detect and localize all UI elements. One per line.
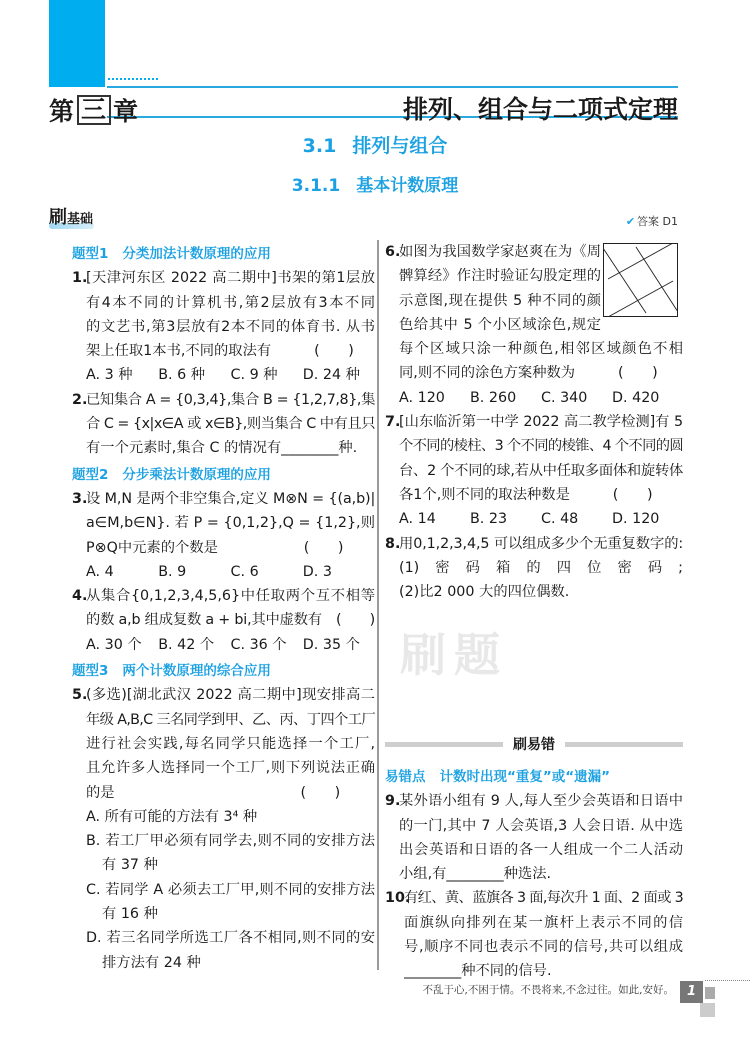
question-line: 示意图,现在提供 5 种不同的颜 [399,292,601,309]
question-number: 3. [72,490,88,507]
option-b: B. 42 个 [158,636,215,653]
question-line: 且允许多人选择同一个工厂,则下列说法正确 [86,760,375,777]
question-line: 的数 a,b 组成复数 a + bi,其中虚数有 ( ) [86,612,375,629]
question-line: [山东临沂第一中学 2022 高二教学检测]有 5 [399,414,683,431]
option-line: 有 16 种 [102,906,158,923]
question-line: 出会英语和日语的各一人组成一个二人活动 [399,841,683,858]
heading-label: 题型2 [72,466,109,483]
option-d [86,926,375,975]
option-d: D. 3 [302,563,332,580]
chapter-suffix: 章 [113,97,140,126]
question-number: 1. [72,270,88,287]
error-prone-divider [385,732,683,756]
chapter-number: 三 [77,95,111,125]
question-line: [天津河东区 2022 高二期中]书架的第1层放 [86,270,375,287]
question-line: 面旗纵向排列在某一旗杆上表示不同的信 [404,914,683,931]
option-c [86,878,375,927]
option-d: D. 24 种 [302,367,360,384]
practice-a: 刷 [49,207,67,228]
heading-label: 题型3 [72,663,109,680]
option-b: B. 260 [470,389,517,406]
question-line: 各1个,则不同的取法种数是 ( ) [399,486,653,503]
option-a [86,805,375,829]
subsection-name: 基本计数原理 [356,176,459,196]
question-line: 有4本不同的计算机书,第2层放有3本不同 [86,294,375,311]
option-line: C. 若同学 A 必须去工厂甲,则不同的安排方法 [86,881,375,898]
question-line: 台、2 个不同的球,若从中任取多面体和旋转体 [399,462,683,479]
section-number: 3.1 [302,135,337,157]
header-rule-top [107,86,678,88]
question-line: 小组,有________种选法. [399,866,552,883]
question-line: ________种不同的信号. [404,963,552,980]
question-line: 髀算经》作注时验证勾股定理的 [399,268,601,285]
option-b: B. 9 [158,563,187,580]
question-line: (多选)[湖北武汉 2022 高二期中]现安排高二 [86,687,375,704]
question-line: 如图为我国数学家赵爽在为《周 [399,244,601,260]
error-prone-title: 刷易错 [513,737,555,753]
question-number: 9. [385,793,401,810]
practice-basic-label [49,203,93,229]
section-name: 排列与组合 [352,135,448,157]
question [385,410,683,531]
question-line: 某外语小组有 9 人,每人至少会英语和日语中 [399,793,683,810]
answer-options [86,633,375,657]
option-c: C. 48 [541,511,579,528]
option-line: 有 37 种 [102,857,158,874]
heading-label: 题型1 [72,246,109,262]
question-line: 进行社会实践,每名同学只能选择一个工厂, [86,735,375,752]
chapter-title: 排列、组合与二项式定理 [402,95,678,124]
zhao-shuang-diagram [603,243,678,317]
section-title [0,131,750,158]
watermark: 刷题 [400,628,508,682]
question [72,584,375,657]
answer-reference [626,213,678,229]
question-line: P⊗Q中元素的个数是 ( ) [86,539,344,556]
question-line: 已知集合 A = {0,3,4},集合 B = {1,2,7,8},集 [86,391,375,408]
option-c: C. 9 种 [230,367,278,384]
option-d: D. 35 个 [302,636,360,653]
question-line: 合 C = {x|x∈A 或 x∈B},则当集合 C 中有且只 [86,416,375,433]
heading-text: 两个计数原理的综合应用 [122,663,271,680]
page-number: 1 [680,981,703,1003]
option-a: A. 120 [399,389,445,406]
question-line: 架上任取1本书,不同的取法有 ( ) [86,343,354,360]
heading-text: 分类加法计数原理的应用 [122,246,271,262]
question [385,789,683,886]
heading-text: 计数时出现“重复”或“遗漏” [439,769,610,785]
option-line: A. 所有可能的方法有 3⁴ 种 [86,808,258,825]
question [72,487,375,584]
question-type-heading [72,463,375,487]
question [72,388,375,461]
option-b: B. 23 [470,511,508,528]
column-divider [377,240,379,970]
question-type-heading [72,659,375,683]
question-line: 同,则不同的涂色方案种数为 ( ) [399,365,658,382]
answer-options [86,363,375,387]
chapter-label [49,92,139,128]
heading-label: 易错点 [385,769,426,785]
left-column [72,240,375,975]
option-d: D. 420 [612,389,660,406]
error-prone-column [385,763,683,984]
answer-options [86,560,375,584]
error-prone-heading [385,765,683,789]
answer-options [399,386,683,410]
question-line: (2)比2 000 大的四位偶数. [399,584,570,601]
subsection-title [0,171,750,196]
question-line: 每个区域只涂一种颜色,相邻区域颜色不相 [399,341,683,358]
option-line: 排方法有 24 种 [102,954,201,971]
option-a: A. 4 [86,563,114,580]
option-line: B. 若工厂甲必须有同学去,则不同的安排方法 [86,833,375,850]
check-icon: ✔ [625,215,636,228]
page-deco-box [705,987,715,999]
subsection-number: 3.1.1 [291,176,341,196]
question-line: 从集合{0,1,2,3,4,5,6}中任取两个互不相等 [86,588,375,605]
option-d: D. 120 [612,511,660,528]
option-a: A. 14 [399,511,436,528]
option-c: C. 340 [541,389,588,406]
option-a: A. 30 个 [86,636,142,653]
question [385,532,683,605]
question [72,683,375,975]
page-deco-box [700,1003,715,1017]
dotted-rule [108,78,158,80]
practice-b: 基础 [67,212,94,227]
question-number: 4. [72,588,88,605]
heading-text: 分步乘法计数原理的应用 [122,466,271,483]
question-line: 的一门,其中 7 人会英语,3 人会日语. 从中选 [399,817,683,834]
question-line: 设 M,N 是两个非空集合,定义 M⊗N = {(a,b)| [86,490,375,507]
question-line: 有一个元素时,集合 C 的情况有________种. [86,440,358,457]
option-c: C. 36 个 [230,636,287,653]
option-a: A. 3 种 [86,367,133,384]
question-number: 5. [72,687,88,704]
chapter-prefix: 第 [49,97,76,126]
footer-dots [705,980,750,981]
answer-label: 答案 D1 [637,215,678,228]
question-line: 色给其中 5 个小区域涂色,规定 [399,316,601,333]
option-c: C. 6 [230,563,259,580]
footer-quote: 不乱于心,不困于情。不畏将来,不念过往。如此,安好。 [422,984,674,996]
question-line: (1)密码箱的四位密码; [399,559,683,576]
question [385,886,683,983]
chapter-color-block [49,0,105,87]
option-b: B. 6 种 [158,367,206,384]
question-number: 7. [385,414,401,431]
question-line: 的文艺书,第3层放有2本不同的体育书. 从书 [86,318,375,335]
question [72,266,375,387]
question-number: 6. [385,244,401,260]
question-type-heading [72,242,375,266]
question-line: 的是 ( ) [86,784,341,801]
option-b [86,829,375,878]
question-line: 个不同的棱柱、3 个不同的棱锥、4 个不同的圆 [399,438,683,455]
question-line: 年级 A,B,C 三名同学到甲、乙、丙、丁四个工厂 [86,711,375,728]
question-line: 有红、黄、蓝旗各 3 面,每次升 1 面、2 面或 3 [404,890,683,907]
question-number: 2. [72,391,88,408]
option-line: D. 若三名同学所选工厂各不相同,则不同的安 [86,930,375,947]
question-line: 用0,1,2,3,4,5 可以组成多少个无重复数字的: [399,535,683,552]
question-line: a∈M,b∈N}. 若 P = {0,1,2},Q = {1,2},则 [86,515,375,532]
question-number: 8. [385,535,401,552]
question-line: 号,顺序不同也表示不同的信号,共可以组成 [404,939,683,956]
answer-options [399,507,683,531]
question-number: 10. [385,890,411,907]
